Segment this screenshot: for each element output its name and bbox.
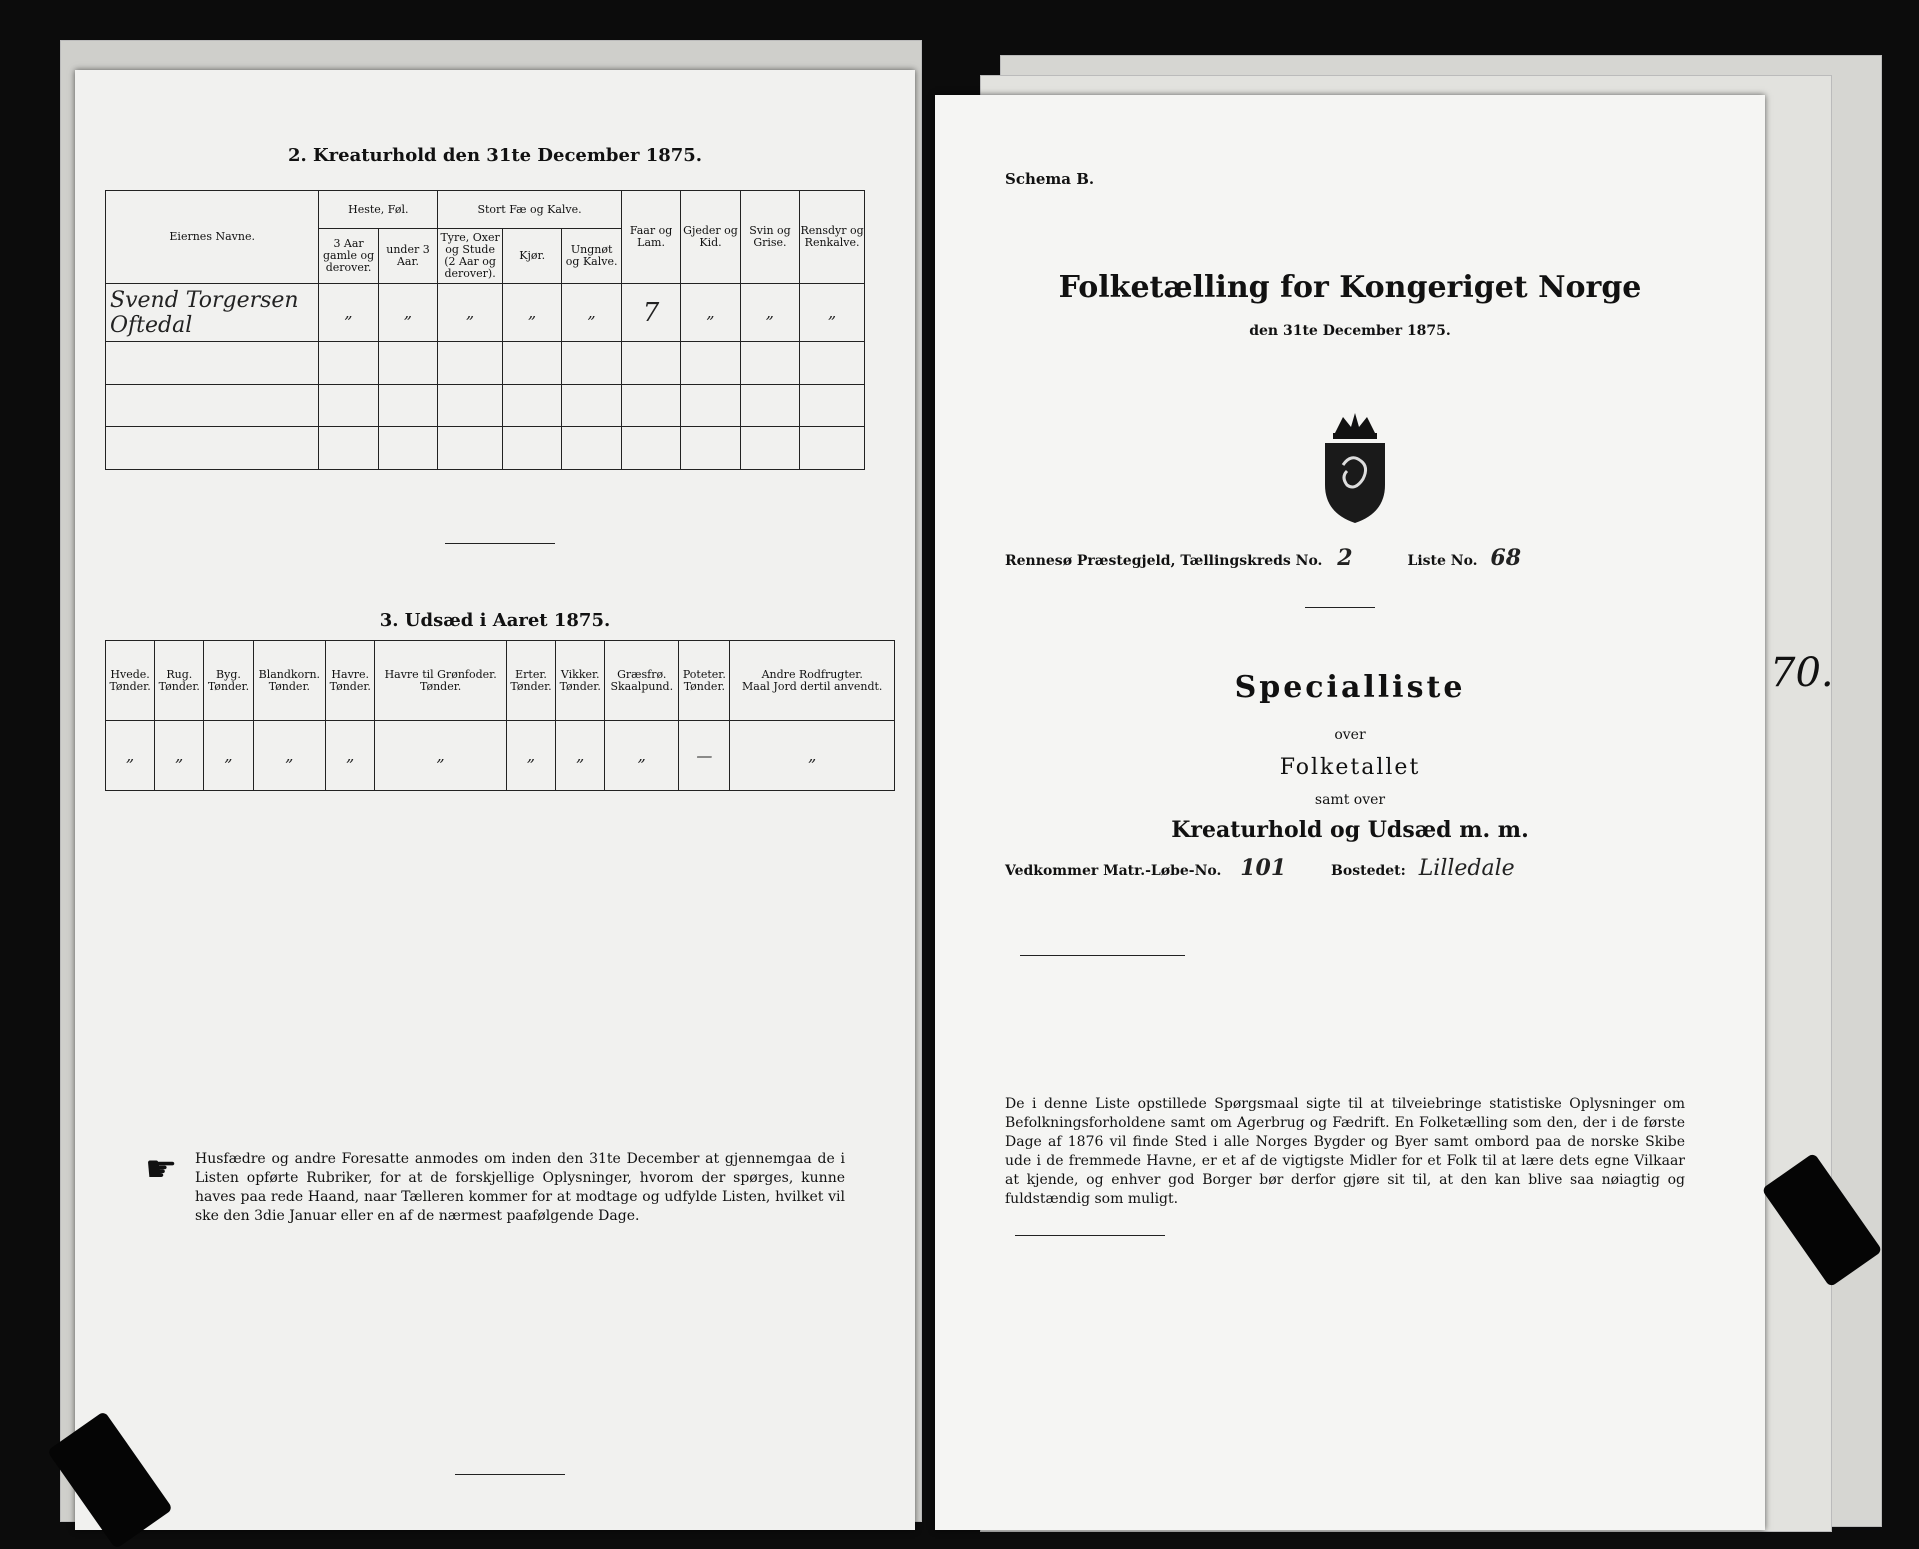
- kreaturhold-label: Kreaturhold og Udsæd m. m.: [1171, 817, 1529, 843]
- section2-title: 2. Kreaturhold den 31te December 1875.: [287, 145, 703, 166]
- list-label: Liste No.: [1407, 553, 1478, 569]
- coat-of-arms-icon: [1295, 405, 1415, 525]
- value-cell: „: [605, 721, 679, 791]
- sow-col-7: Erter. Tønder.: [506, 641, 555, 721]
- value-cell: „: [740, 284, 799, 341]
- sub-stort-3: Ungnøt og Kalve.: [562, 229, 621, 284]
- divider: [1015, 1235, 1165, 1236]
- matr-number: 101: [1240, 855, 1287, 881]
- divider: [1305, 607, 1375, 608]
- bosted-value: Lilledale: [1418, 856, 1515, 881]
- list-number: 68: [1490, 545, 1522, 571]
- parish-name: Rennesø Præstegjeld,: [1005, 553, 1176, 569]
- parish-line: [1005, 545, 1521, 571]
- sow-col-3: Byg. Tønder.: [204, 641, 253, 721]
- notice-text: Husfædre og andre Foresatte anmodes om inden den 31te December at gjennemgaa de i Listen opførte Rubriker, for at de forskjellige Oplysninger, hvorom der spørges, kunne haves paa rede Haand, naar Tælleren kommer for at modtage og udfylde Listen, hvilket vil ske den 3die Januar eller en af de nærmest paafølgende Dage.: [195, 1151, 845, 1224]
- sow-col-4: Blandkorn. Tønder.: [253, 641, 326, 721]
- folketallet-label: Folketallet: [1279, 755, 1421, 780]
- col-svin: Svin og Grise.: [740, 191, 799, 284]
- livestock-table: [105, 190, 865, 470]
- col-gjeder: Gjeder og Kid.: [681, 191, 740, 284]
- value-cell: „: [730, 721, 895, 791]
- table-row: [106, 284, 865, 341]
- samt-over-label: samt over: [1314, 792, 1386, 808]
- sub-heste-2: under 3 Aar.: [378, 229, 437, 284]
- over-label: over: [1334, 727, 1366, 743]
- matr-line: [1005, 855, 1515, 881]
- left-page: [75, 70, 915, 1530]
- sow-col-5: Havre. Tønder.: [326, 641, 375, 721]
- group-stort: Stort Fæ og Kalve.: [438, 191, 622, 229]
- col-owner: Eiernes Navne.: [106, 191, 319, 284]
- value-cell: „: [319, 284, 378, 341]
- value-cell: „: [556, 721, 605, 791]
- sow-col-11: Andre Rodfrugter. Maal Jord dertil anvendt.: [730, 641, 895, 721]
- notice-text: De i denne Liste opstillede Spørgsmaal sigte til at tilveiebringe statistiske Oplysninger om Befolkningsforholdene samt om Agerbrug og Fædrift. En Folketælling som den, der i de første Dage af 1876 vil finde Sted i alle Norges Bygder og Byer samt ombord paa de norske Skibe ude i de fremmede Havne, er et af de vigtigste Midler for et Folk til at lære dets egne Vilkaar at kjende, og enhver god Borger bør derfor gjøre sit til, at den kan blive saa nøiagtig og fuldstændig som muligt.: [1005, 1096, 1685, 1207]
- table-row: [106, 384, 865, 427]
- sowing-table: [105, 640, 895, 791]
- sow-col-8: Vikker. Tønder.: [556, 641, 605, 721]
- bosted-label: Bostedet:: [1331, 863, 1406, 879]
- value-cell: „: [562, 284, 621, 341]
- value-cell: „: [378, 284, 437, 341]
- main-title: Folketælling for Kongeriget Norge: [1058, 270, 1642, 305]
- value-cell: „: [204, 721, 253, 791]
- section3-title: 3. Udsæd i Aaret 1875.: [379, 610, 611, 631]
- margin-number: 70.: [1770, 650, 1834, 696]
- sow-col-2: Rug. Tønder.: [155, 641, 204, 721]
- sub-heste-1: 3 Aar gamle og derover.: [319, 229, 378, 284]
- district-number: 2: [1337, 545, 1353, 571]
- value-cell: „: [155, 721, 204, 791]
- sow-col-10: Poteter. Tønder.: [679, 641, 730, 721]
- value-cell: „: [253, 721, 326, 791]
- value-cell: „: [438, 284, 503, 341]
- owner-name: Svend Torgersen Oftedal: [106, 284, 319, 341]
- divider: [1020, 955, 1185, 956]
- value-cell: „: [326, 721, 375, 791]
- group-heste: Heste, Føl.: [319, 191, 438, 229]
- table-row: [106, 341, 865, 384]
- sow-col-9: Græsfrø. Skaalpund.: [605, 641, 679, 721]
- sow-col-1: Hvede. Tønder.: [106, 641, 155, 721]
- matr-label: Vedkommer Matr.-Løbe-No.: [1005, 863, 1222, 879]
- sub-stort-1: Tyre, Oxer og Stude (2 Aar og derover).: [438, 229, 503, 284]
- table-row: [106, 427, 865, 470]
- right-page: [935, 95, 1765, 1530]
- value-cell: 7: [621, 284, 680, 341]
- value-cell: „: [375, 721, 507, 791]
- subtitle: den 31te December 1875.: [1249, 323, 1451, 339]
- col-faar: Faar og Lam.: [621, 191, 680, 284]
- specialliste-heading: Specialliste: [1234, 670, 1466, 705]
- sow-col-6: Havre til Grønfoder. Tønder.: [375, 641, 507, 721]
- value-cell: „: [502, 284, 561, 341]
- value-cell: „: [506, 721, 555, 791]
- sub-stort-2: Kjør.: [502, 229, 561, 284]
- col-rensdyr: Rensdyr og Renkalve.: [800, 191, 865, 284]
- divider: [455, 1474, 565, 1475]
- divider: [445, 543, 555, 544]
- value-cell: „: [106, 721, 155, 791]
- value-cell: „: [800, 284, 865, 341]
- value-cell: „: [681, 284, 740, 341]
- schema-label: Schema B.: [1005, 170, 1095, 188]
- pointing-hand-icon: ☛: [145, 1149, 178, 1190]
- district-label: Tællingskreds No.: [1180, 553, 1323, 569]
- table-row: [106, 721, 895, 791]
- value-cell: —: [679, 721, 730, 791]
